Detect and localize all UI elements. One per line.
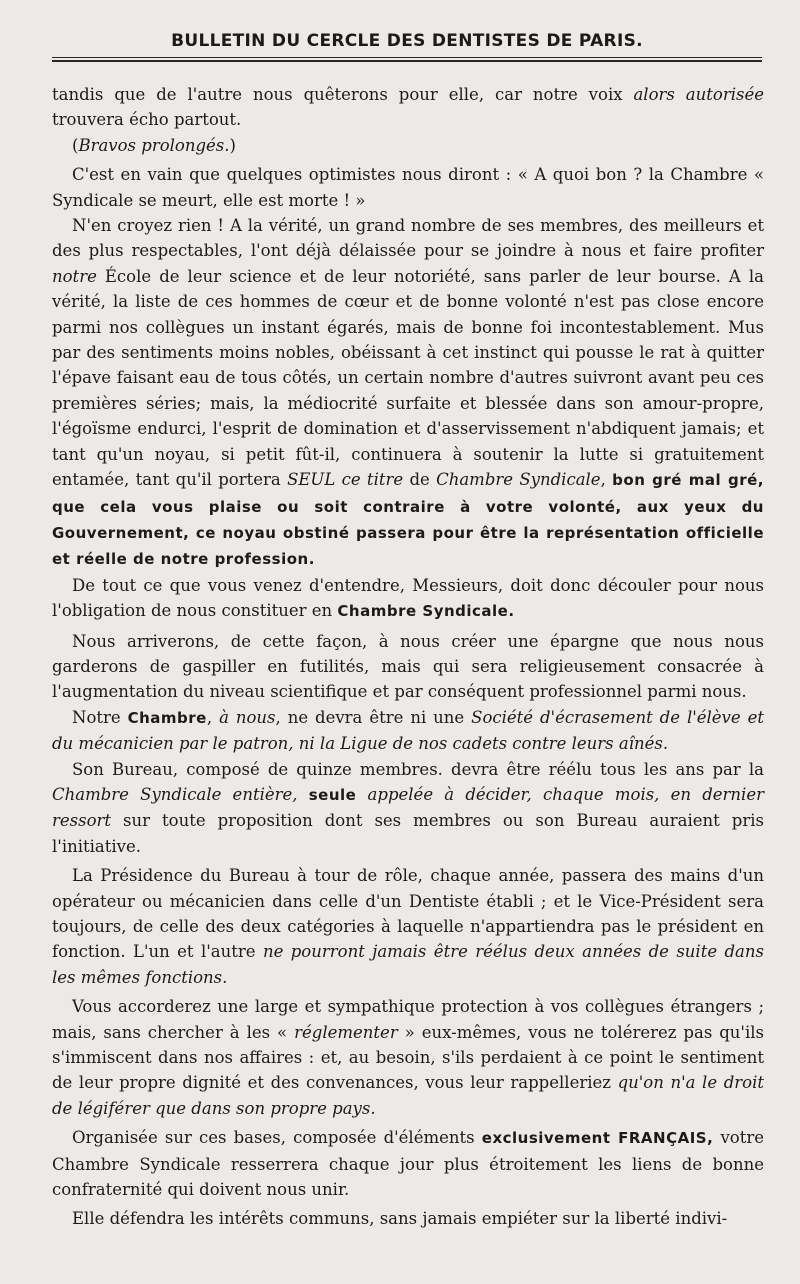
body-text: [52, 82, 764, 1232]
paragraph-9: La Présidence du Bureau à tour de rôle, chaque année, passera des mains d'un opérateur ou mécanicien dans celle d'un Dentiste établi ; et le Vice-Président sera toujours, de celle des deux catégories à laquelle n'appartiendra pas le président en fonction. L'un et l'autre ne pourront jamais être réélus deux années de suite dans les mêmes fonctions.: [52, 866, 764, 987]
paragraph-4: N'en croyez rien ! A la vérité, un grand nombre de ses membres, des meilleurs et des plus respectables, l'ont déjà délaissée pour se joindre à nous et faire profiter notre École de leur science et de leur notoriété, sans parler de leur bourse. A la vérité, la liste de ces hommes de cœur et de bonne volonté n'est pas close encore parmi nos collègues un instant égarés, mais de bonne foi incontestablement. Mus par des sentiments moins nobles, obéissant à cet instinct qui pousse le rat à quitter l'épave faisant eau de tous côtés, un certain nombre d'autres suivront avant peu ces premières séries; mais, la médiocrité surfaite et blessée dans son amour-propre, l'égoïsme endurci, l'esprit de domination et d'asservissement n'abdiquent jamais; et tant qu'un noyau, si petit fût-il, continuera à soutenir la lutte si gratuitement entamée, tant qu'il portera SEUL ce titre de Chambre Syndicale, bon gré mal gré, que cela vous plaise ou soit contraire à votre volonté, aux yeux du Gouvernement, ce noyau obstiné passera pour être la représentation officielle et réelle de notre profession.: [52, 216, 764, 569]
paragraph-7: Notre Chambre, à nous, ne devra être ni une Société d'écrasement de l'élève et du mécanicien par le patron, ni la Ligue de nos cadets contre leurs aînés.: [52, 707, 764, 754]
paragraph-12: Elle défendra les intérêts communs, sans jamais empiéter sur la liberté indivi-: [72, 1209, 728, 1229]
running-header: BULLETIN DU CERCLE DES DENTISTES DE PARIS.: [171, 31, 643, 51]
paragraph-3: C'est en vain que quelques optimistes nous diront : « A quoi bon ? la Chambre « Syndicale se meurt, elle est morte ! »: [52, 165, 764, 210]
paragraph-11: Organisée sur ces bases, composée d'éléments exclusivement FRANÇAIS, votre Chambre Syndicale resserrera chaque jour plus étroitement les liens de bonne confraternité qui doivent nous unir.: [52, 1128, 764, 1200]
paragraph-8: Son Bureau, composé de quinze membres. devra être réélu tous les ans par la Chambre Syndicale entière, seule appelée à décider, chaque mois, en dernier ressort sur toute proposition dont ses membres ou son Bureau auraient pris l'initiative.: [52, 759, 764, 856]
paragraph-6: Nous arriverons, de cette façon, à nous créer une épargne que nous nous garderons de gaspiller en futilités, mais qui sera religieusement consacrée à l'augmentation du niveau scientifique et par conséquent professionnel parmi nous.: [52, 631, 764, 702]
paragraph-2: (Bravos prolongés.): [72, 135, 236, 155]
header-rule-thin: [52, 57, 762, 58]
paragraph-5: De tout ce que vous venez d'entendre, Messieurs, doit donc découler pour nous l'obligation de nous constituer en Chambre Syndicale.: [52, 575, 764, 621]
paragraph-1: tandis que de l'autre nous quêterons pour elle, car notre voix alors autorisée trouvera écho partout.: [52, 85, 764, 130]
header-rule-thick: [52, 60, 762, 62]
paragraph-10: Vous accorderez une large et sympathique protection à vos collègues étrangers ; mais, sans chercher à les « réglementer » eux-mêmes, vous ne tolérerez pas qu'ils s'immiscent dans nos affaires : et, au besoin, s'ils perdaient à ce point le sentiment de leur propre dignité et des convenances, vous leur rappelleriez qu'on n'a le droit de légiférer que dans son propre pays.: [52, 997, 764, 1118]
